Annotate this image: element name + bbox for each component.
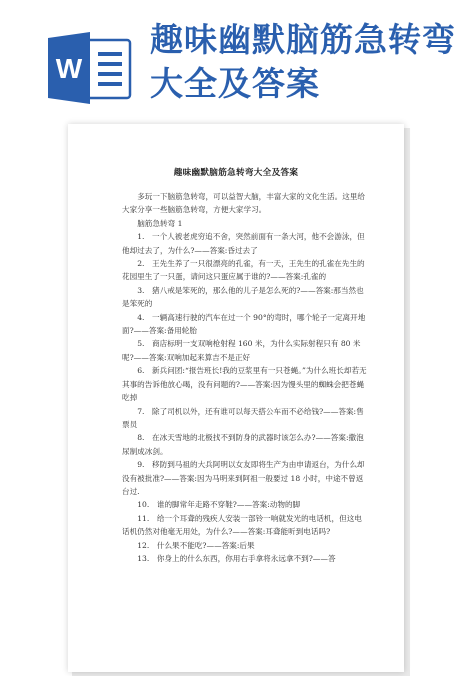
list-item: 5. 商店标明一支双响枪射程 160 米，为什么实际射程只有 80 米呢?——答案:双响加起来算吉不是正好 — [122, 339, 361, 362]
list-item: 6. 新兵问团:“报告班长!我的豆浆里有一只苍蝇。”为什么班长却若无其事的告诉他放心喝，没有问题的?——答案:因为馒头里的蜘蛛会把苍蝇吃掉 — [122, 366, 367, 403]
list-item: 10. 谁的脚常年走路不穿鞋?——答案:动物的脚 — [137, 500, 301, 510]
header-banner — [0, 0, 474, 120]
section-heading: 脑筋急转弯 1 — [137, 218, 183, 228]
intro-paragraph: 多玩一下脑筋急转弯，可以益智大脑，丰富大家的文化生活。这里给大家分享一些脑筋急转弯，方便大家学习。 — [122, 192, 365, 215]
list-item: 4. 一辆高速行驶的汽车在过一个 90°的弯时，哪个轮子一定离开地面?——答案:备用轮胎 — [122, 312, 366, 336]
word-doc-icon — [48, 32, 138, 104]
list-item: 11. 给一个耳聋的残疾人安装一部铃一响就发光的电话机，但这电话机仍然对他毫无用处，为什么?——答案:耳聋能听到电话吗? — [122, 513, 362, 537]
list-item: 12. 什么果不能吃?——答案:后果 — [137, 540, 255, 550]
list-item: 2. 王先生养了一只很漂亮的孔雀，有一天，王先生的孔雀在先生的花园里生了一只蛋，请问这只蛋应属于谁的?——答案:孔雀的 — [122, 259, 365, 282]
document-title: 趣味幽默脑筋急转弯大全及答案 — [173, 168, 299, 178]
list-item: 7. 除了司机以外，还有谁可以每天搭公车而不必给钱?——答案:售票员 — [122, 406, 364, 429]
list-item: 9. 移防到马祖的大兵阿明以女友即将生产为由申请返台，为什么却没有被批准?——答案:因为马明来到阿祖一般要过 18 小时，中途不曾返台过. — [122, 460, 365, 496]
list-item: 3. 猪八戒是笨死的，那么他的儿子是怎么死的?——答案:那当然也是笨死的 — [122, 285, 364, 309]
document-page — [68, 124, 404, 672]
list-item: 1. 一个人被老虎穷追不舍，突然前面有一条大河，他不会游泳，但他却过去了，为什么?——答案:昏过去了 — [122, 232, 365, 255]
page-title: 趣味幽默脑筋急转弯大全及答案 — [150, 20, 456, 103]
document-body — [122, 190, 369, 565]
list-item: 13. 你身上的什么东西，你用右手拿将永远拿不到?——答 — [137, 553, 336, 563]
word-icon-letter: W — [55, 53, 83, 84]
list-item: 8. 在冰天雪地的北极找不到防身的武器时该怎么办?——答案:撒泡尿制成冰剑。 — [122, 433, 364, 456]
